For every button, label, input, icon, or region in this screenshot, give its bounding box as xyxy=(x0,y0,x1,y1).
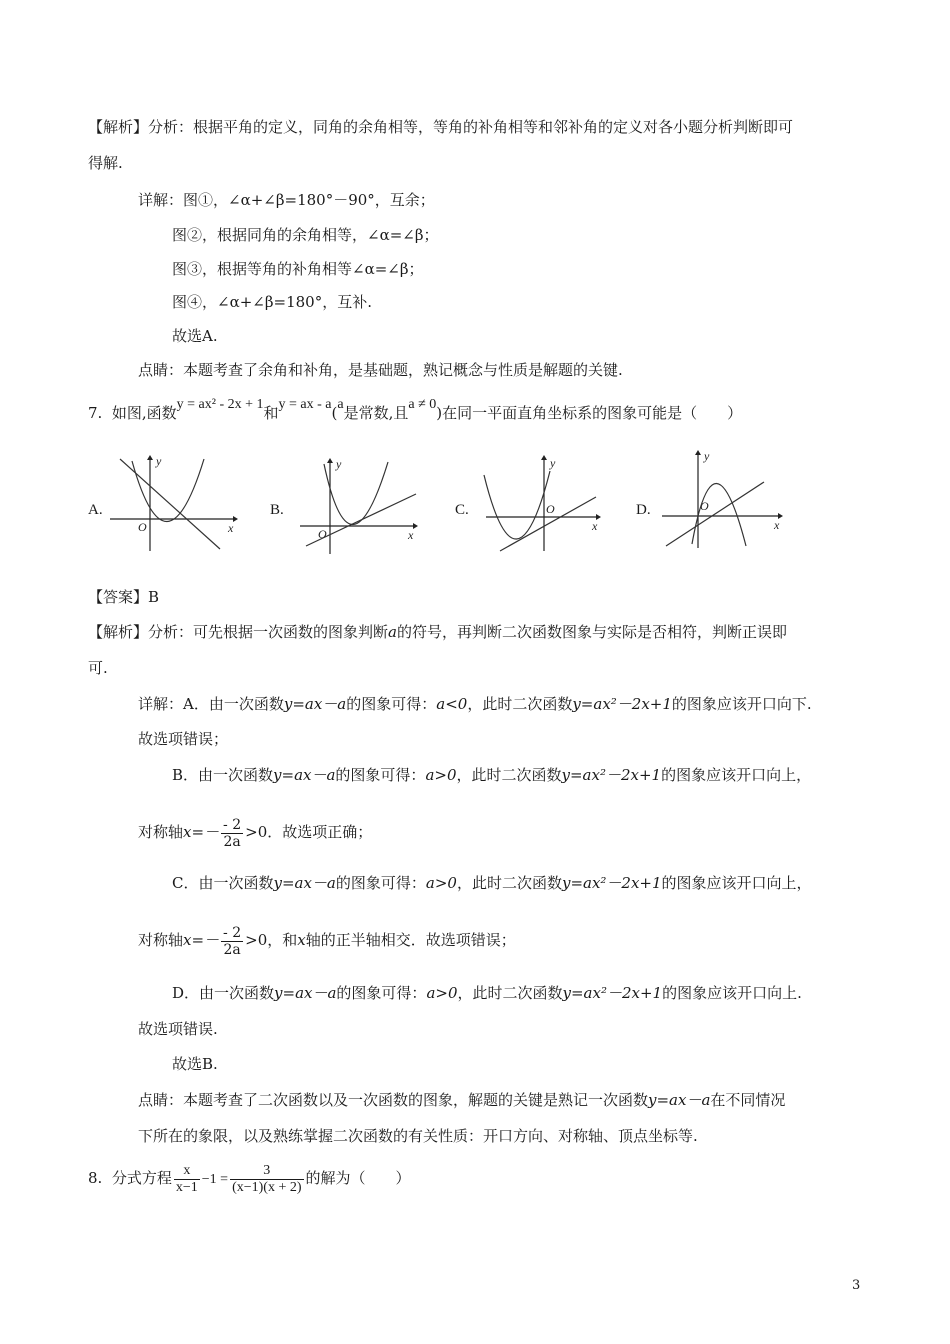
q6-detail-3: 图③，根据等角的补角相等∠α=∠β； xyxy=(172,260,424,278)
option-b-graph xyxy=(298,458,428,558)
svg-text:O: O xyxy=(318,527,327,541)
q7-comment-1: 点睛：本题考查了二次函数以及一次函数的图象，解题的关键是熟记一次函数y=ax－a在不同情况 xyxy=(138,1091,786,1109)
q7-answer: 【答案】B xyxy=(88,588,160,606)
fraction: $\frac{- 2}{2a}$ xyxy=(223,924,242,958)
svg-text:O: O xyxy=(700,499,709,513)
fraction: $\frac{- 2}{2a}$ xyxy=(223,816,242,850)
option-c-label: C. xyxy=(455,502,469,518)
q7-stem: 7. 如图,函数y = ax² - 2x + 1和y = ax - a(a是常数,且a ≠ 0)在同一平面直角坐标系的图象可能是（ ） xyxy=(88,397,743,422)
page-number: 3 xyxy=(852,1278,861,1293)
q7-detail-a: 详解：A．由一次函数y=ax－a的图象可得：a<0，此时二次函数y=ax²－2x+1的图象应该开口向下. xyxy=(138,695,812,713)
fraction: $\frac{3}{(x-1)(x + 2)}$ xyxy=(232,1162,302,1195)
svg-text:x: x xyxy=(774,518,780,532)
q6-analysis-line2: 得解. xyxy=(88,154,123,172)
svg-text:O: O xyxy=(138,520,147,534)
q7-comment-2: 下所在的象限，以及熟练掌握二次函数的有关性质：开口方向、对称轴、顶点坐标等. xyxy=(138,1127,698,1145)
q7-choice: 故选B. xyxy=(172,1055,218,1073)
q6-choice: 故选A. xyxy=(172,327,218,345)
svg-text:y: y xyxy=(550,456,556,470)
option-c-graph xyxy=(484,455,614,555)
fraction: $\frac{x}{x-1}$ xyxy=(175,1162,198,1195)
q6-analysis-line1: 【解析】分析：根据平角的定义，同角的余角相等，等角的补角相等和邻补角的定义对各小题分析判断即可 xyxy=(88,118,794,136)
q6-comment: 点睛：本题考查了余角和补角，是基础题，熟记概念与性质是解题的关键. xyxy=(138,361,623,379)
q8-stem: 8. 分式方程 $\frac{x}{x-1}$ −1 = $\frac{3}{(x-1)(x + 2)}$ 的解为（ ） xyxy=(88,1162,411,1195)
q6-detail-4: 图④，∠α+∠β=180°，互补. xyxy=(172,293,372,311)
option-b-label: B. xyxy=(270,502,284,518)
q7-detail-c: C．由一次函数y=ax－a的图象可得：a>0，此时二次函数y=ax²－2x+1的图象应该开口向上， xyxy=(172,874,812,892)
q7-detail-b-2: 对称轴x=－ $\frac{- 2}{2a}$ >0．故选项正确； xyxy=(138,816,373,850)
option-a-label: A. xyxy=(88,502,103,518)
q7-detail-c-2: 对称轴x=－ $\frac{- 2}{2a}$ >0，和x轴的正半轴相交．故选项错误； xyxy=(138,924,516,958)
svg-text:O: O xyxy=(546,502,555,516)
q7-detail-d-2: 故选项错误. xyxy=(138,1020,218,1038)
svg-text:y: y xyxy=(704,449,710,463)
svg-text:x: x xyxy=(592,519,598,533)
svg-text:y: y xyxy=(156,454,162,468)
svg-text:x: x xyxy=(228,521,234,535)
option-d-label: D. xyxy=(636,502,651,518)
q7-detail-b: B．由一次函数y=ax－a的图象可得：a>0，此时二次函数y=ax²－2x+1的图象应该开口向上， xyxy=(172,766,812,784)
q6-detail-1: 详解：图①，∠α+∠β=180°－90°，互余； xyxy=(138,191,435,209)
q7-analysis-line2: 可. xyxy=(88,659,108,677)
q7-analysis-line1: 【解析】分析：可先根据一次函数的图象判断a的符号，再判断二次函数图象与实际是否相符，判断正误即 xyxy=(88,623,787,641)
option-a-graph xyxy=(108,455,238,555)
q7-detail-a-2: 故选项错误； xyxy=(138,730,229,748)
q6-detail-2: 图②，根据同角的余角相等，∠α=∠β； xyxy=(172,226,439,244)
q7-detail-d: D．由一次函数y=ax－a的图象可得：a>0，此时二次函数y=ax²－2x+1的图象应该开口向上. xyxy=(172,984,802,1002)
svg-text:y: y xyxy=(336,457,342,471)
svg-text:x: x xyxy=(408,528,414,542)
option-d-graph xyxy=(660,450,790,550)
